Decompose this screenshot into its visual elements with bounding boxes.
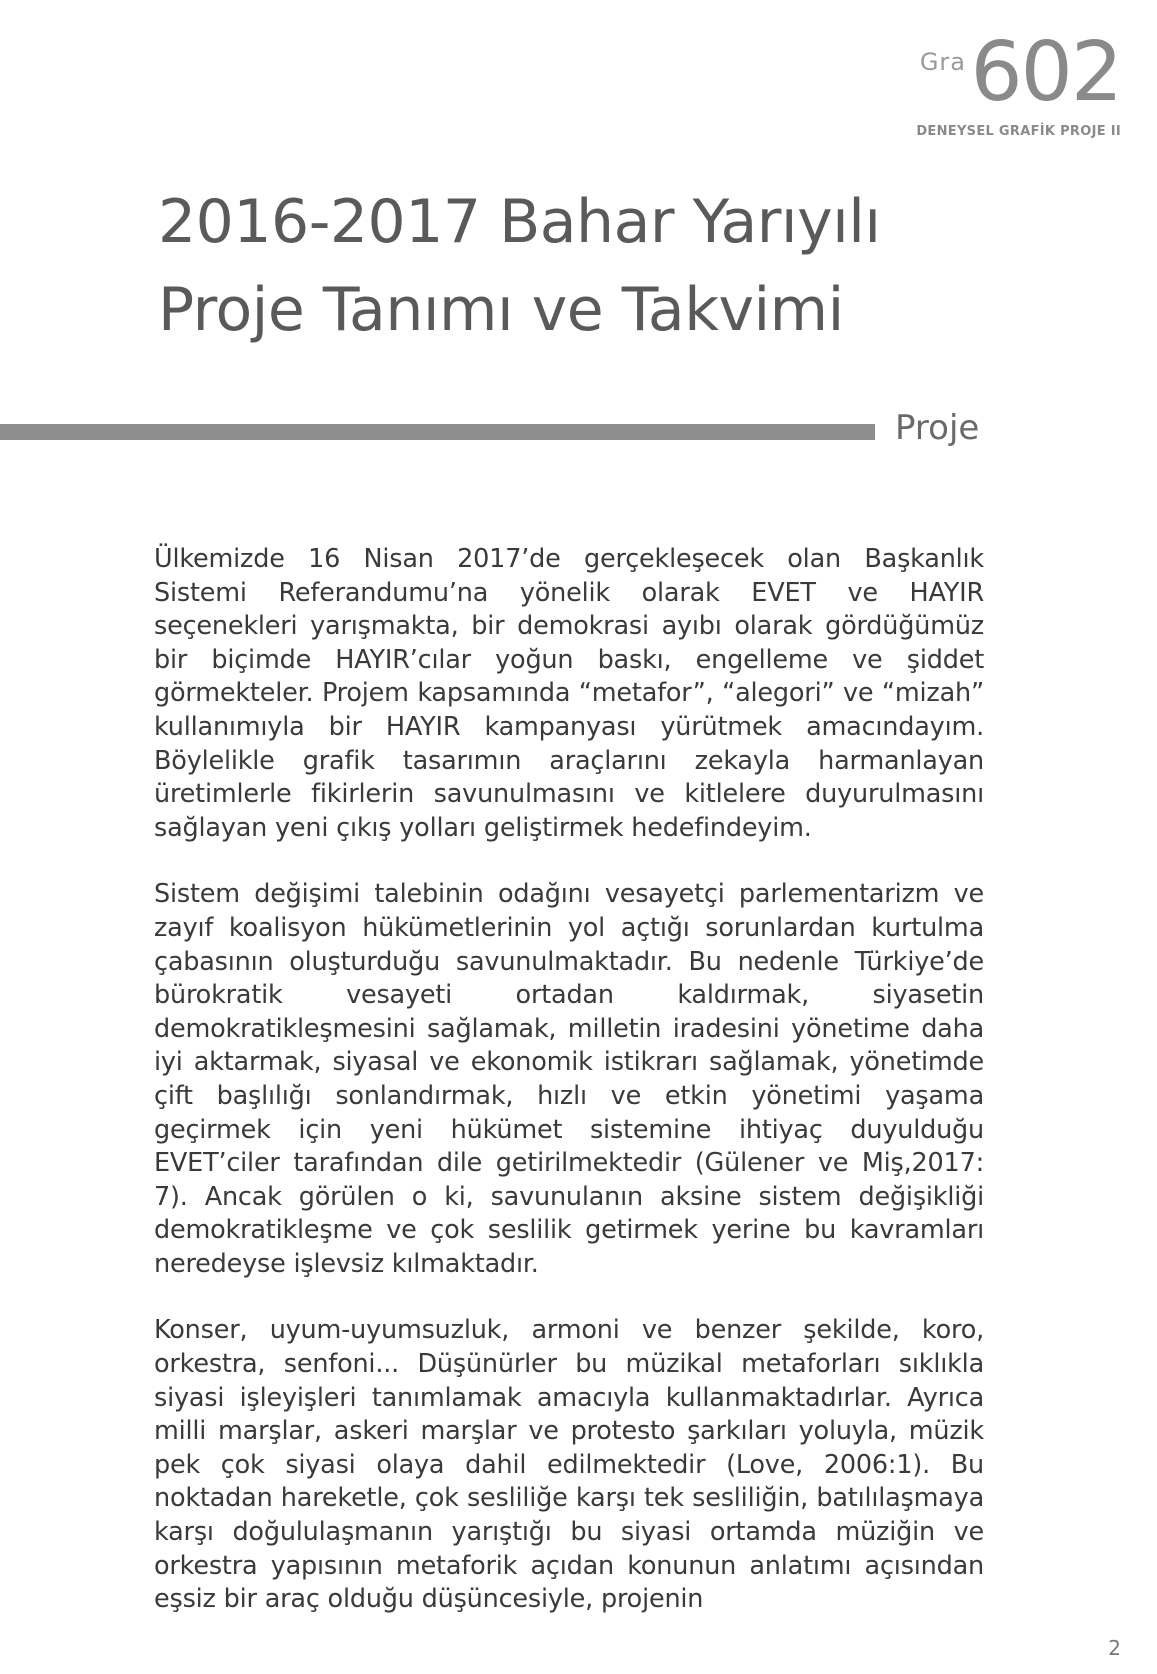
page-title-line-2: Proje Tanımı ve Takvimi (158, 275, 844, 345)
page-title (158, 178, 1058, 354)
logo-prefix: Gra (919, 48, 966, 76)
section-divider (0, 424, 875, 440)
paragraph: Sistem değişimi talebinin odağını vesayetçi parlementarizm ve zayıf koalisyon hükümetlerinin yol açtığı sorunlardan kurtulma çabasının oluşturduğu savunulmaktadır. Bu nedenle Türkiye’de bürokratik vesayeti ortadan kaldırmak, siyasetin demokratikleşmesini sağlamak, milletin iradesini yönetime daha iyi aktarmak, siyasal ve ekonomik istikrarı sağlamak, yönetimde çift başlılığı sonlandırmak, hızlı ve etkin yönetimi yaşama geçirmek için yeni hükümet sistemine ihtiyaç duyulduğu EVET’ciler tarafından dile getirilmektedir (Gülener ve Miş,2017: 7). Ancak görülen o ki, savunulanın aksine sistem değişikliği demokratikleşme ve çok seslilik getirmek yerine bu kavramları neredeyse işlevsiz kılmaktadır. (154, 879, 984, 1279)
course-logo (861, 25, 1121, 148)
paragraph: Ülkemizde 16 Nisan 2017’de gerçekleşecek olan Başkanlık Sistemi Referandumu’na yönelik olarak EVET ve HAYIR seçenekleri yarışmakta, bir demokrasi ayıbı olarak gördüğümüz bir biçimde HAYIR’cılar yoğun baskı, engelleme ve şiddet görmekteler. Projem kapsamında “metafor”, “alegori” ve “mizah” kullanımıyla bir HAYIR kampanyası yürütmek amacındayım. Böylelikle grafik tasarımın araçlarını zekayla harmanlayan üretimlerle fikirlerin savunulmasını ve kitlelere duyurulmasını sağlayan yeni çıkış yolları geliştirmek hedefindeyim. (154, 544, 984, 843)
section-label: Proje (895, 408, 980, 448)
page-number: 2 (1108, 1636, 1121, 1660)
body-text (154, 543, 984, 1650)
page-title-line-1: 2016-2017 Bahar Yarıyılı (158, 187, 881, 257)
paragraph: Konser, uyum-uyumsuzluk, armoni ve benzer şekilde, koro, orkestra, senfoni... Düşünürler bu müzikal metaforları sıklıkla siyasi işleyişleri tanımlamak amacıyla kullanmaktadırlar. Ayrıca milli marşlar, askeri marşlar ve protesto şarkıları yoluyla, müzik pek çok siyasi olaya dahil edilmektedir (Love, 2006:1). Bu noktadan hareketle, çok sesliliğe karşı tek sesliliğin, batılılaşmaya karşı doğululaşmanın yarıştığı bu siyasi ortamda müziğin ve orkestra yapısının metaforik açıdan konunun anlatımı açısından eşsiz bir araç olduğu düşüncesiyle, projenin (154, 1315, 984, 1615)
logo-subtitle: DENEYSEL GRAFİK PROJE II (916, 124, 1121, 139)
logo-number: 602 (970, 25, 1121, 120)
